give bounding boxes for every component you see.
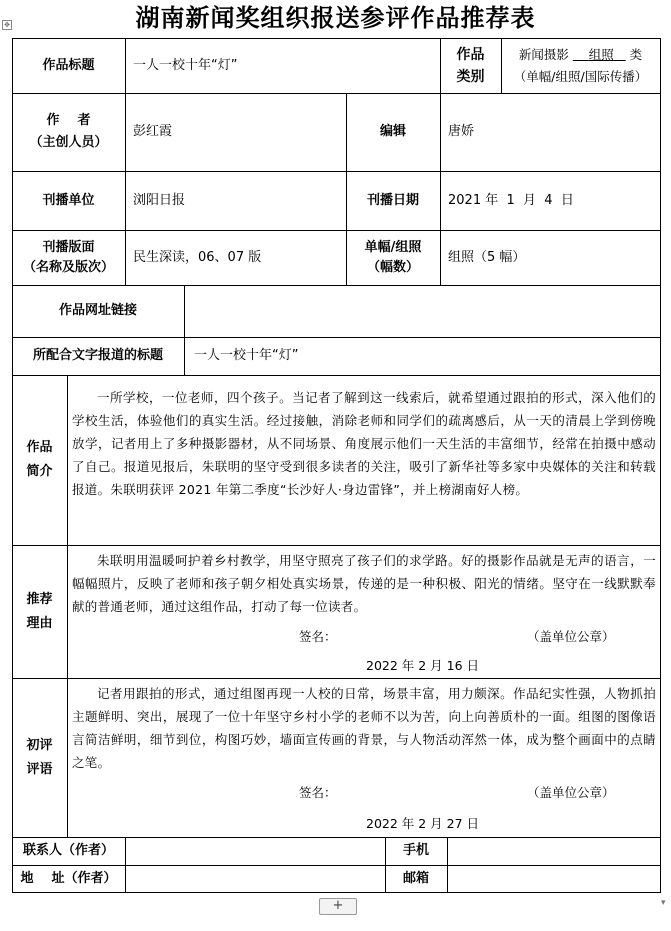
review-date: 2022 年 2 月 27 日 — [366, 816, 480, 831]
contact-label: 联系人（作者） — [22, 843, 114, 858]
editor-value[interactable]: 唐娇 — [448, 124, 475, 139]
author-label-line1: 作 者 — [46, 113, 91, 128]
work-title-label: 作品标题 — [42, 57, 95, 73]
work-category-label-line2: 类别 — [456, 68, 485, 85]
category-options: （单幅/组照/国际传播） — [513, 68, 648, 84]
intro-label — [12, 375, 67, 545]
work-category-label — [440, 38, 501, 93]
photo-count-label-line1: 单幅/组照 — [364, 239, 422, 255]
recommend-sign-label: 签名： — [299, 629, 337, 644]
intro-label-line2: 简介 — [26, 464, 53, 479]
category-suffix: 类 — [629, 46, 643, 62]
recommend-body[interactable]: 朱联明用温暖呵护着乡村教学，用坚守照亮了孩子们的求学路。好的摄影作品就是无声的语言，一幅幅照片，反映了老师和孩子朝夕相处真实场景，传递的是一种积极、阳光的情绪。坚守在一线默默奉献的普通老师，通过这组作品，打动了每一位读者。 — [72, 553, 656, 614]
category-fill[interactable]: 组照 — [588, 46, 614, 62]
publish-unit-label: 刊播单位 — [42, 192, 95, 208]
email-label: 邮箱 — [402, 870, 429, 886]
recommend-seal-label: （盖单位公章） — [527, 629, 615, 644]
publish-unit-value[interactable]: 浏阳日报 — [133, 192, 186, 208]
review-seal-label: （盖单位公章） — [527, 785, 615, 800]
work-url-value[interactable] — [184, 285, 660, 337]
recommend-date: 2022 年 2 月 16 日 — [366, 658, 480, 673]
photo-count-label-line2: （幅数） — [366, 259, 419, 275]
recommend-label-line2: 理由 — [26, 615, 53, 631]
phone-label: 手机 — [402, 843, 429, 858]
author-label-line2: （主创人员） — [29, 135, 108, 150]
add-row-button[interactable]: + — [319, 898, 357, 915]
recommend-label — [12, 545, 67, 678]
work-url-label: 作品网址链接 — [58, 303, 137, 318]
publish-page-label-line1: 刊播版面 — [42, 239, 95, 255]
author-label — [12, 93, 125, 171]
text-report-title-label: 所配合文字报道的标题 — [32, 348, 163, 363]
table-move-handle-icon[interactable]: ✥ — [2, 20, 12, 30]
intro-label-line1: 作品 — [26, 440, 53, 455]
intro-body[interactable]: 一所学校，一位老师，四个孩子。当记者了解到这一线索后，就希望通过跟拍的形式，深入他们的学校生活，体验他们的真实生活。经过接触，消除老师和同学们的疏离感后，从一天的清晨上学到傍晚放学，记者用上了多种摄影器材，从不同场景、角度展示他们一天生活的丰富细节，经常在拍摄中感动了自己。报道见报后，朱联明的坚守受到很多读者的关注，吸引了新华社等多家中央媒体的关注和转载报道。朱联明获评 2021 年第二季度“长沙好人·身边雷锋”，并上榜湖南好人榜。 — [72, 390, 656, 497]
work-title-value[interactable]: 一人一校十年“灯” — [133, 57, 238, 73]
work-category-label-line1: 作品 — [456, 46, 485, 63]
publish-date-label: 刊播日期 — [366, 192, 419, 208]
recommendation-form-table — [12, 38, 661, 893]
review-label — [12, 678, 67, 837]
address-value[interactable] — [125, 865, 385, 892]
email-value[interactable] — [447, 865, 660, 892]
review-label-line2: 评语 — [26, 761, 53, 777]
recommend-label-line1: 推荐 — [26, 591, 53, 607]
scroll-indicator-icon[interactable]: ▾ — [661, 898, 666, 908]
text-report-title-value[interactable]: 一人一校十年“灯” — [194, 348, 299, 363]
review-sign-label: 签名： — [299, 785, 337, 800]
phone-value[interactable] — [447, 837, 660, 865]
publish-date-value[interactable]: 2021 年 1 月 4 日 — [448, 192, 574, 208]
category-prefix: 新闻摄影 — [518, 46, 569, 62]
author-value[interactable]: 彭红霞 — [133, 124, 173, 139]
photo-count-value[interactable]: 组照（5 幅） — [448, 249, 526, 265]
publish-page-value[interactable]: 民生深读，06、07 版 — [133, 249, 262, 265]
review-body[interactable]: 记者用跟拍的形式，通过组图再现一人校的日常，场景丰富，用力颇深。作品纪实性强，人物抓拍主题鲜明、突出，展现了一位十年坚守乡村小学的老师不以为苦，向上向善质朴的一面。组图的图像语言简洁鲜明，细节到位，构图巧妙，墙面宣传画的背景，与人物活动浑然一体，成为整个画面中的点睛之笔。 — [72, 686, 656, 770]
address-label: 地 址（作者） — [20, 870, 117, 886]
document-title: 湖南新闻奖组织报送参评作品推荐表 — [135, 4, 536, 32]
review-label-line1: 初评 — [26, 737, 53, 753]
publish-page-label-line2: （名称及版次） — [22, 259, 114, 275]
photo-count-label — [346, 230, 440, 285]
editor-label: 编辑 — [379, 124, 406, 139]
publish-page-label — [12, 230, 125, 285]
work-category-value[interactable] — [501, 38, 660, 93]
contact-value[interactable] — [125, 837, 385, 865]
